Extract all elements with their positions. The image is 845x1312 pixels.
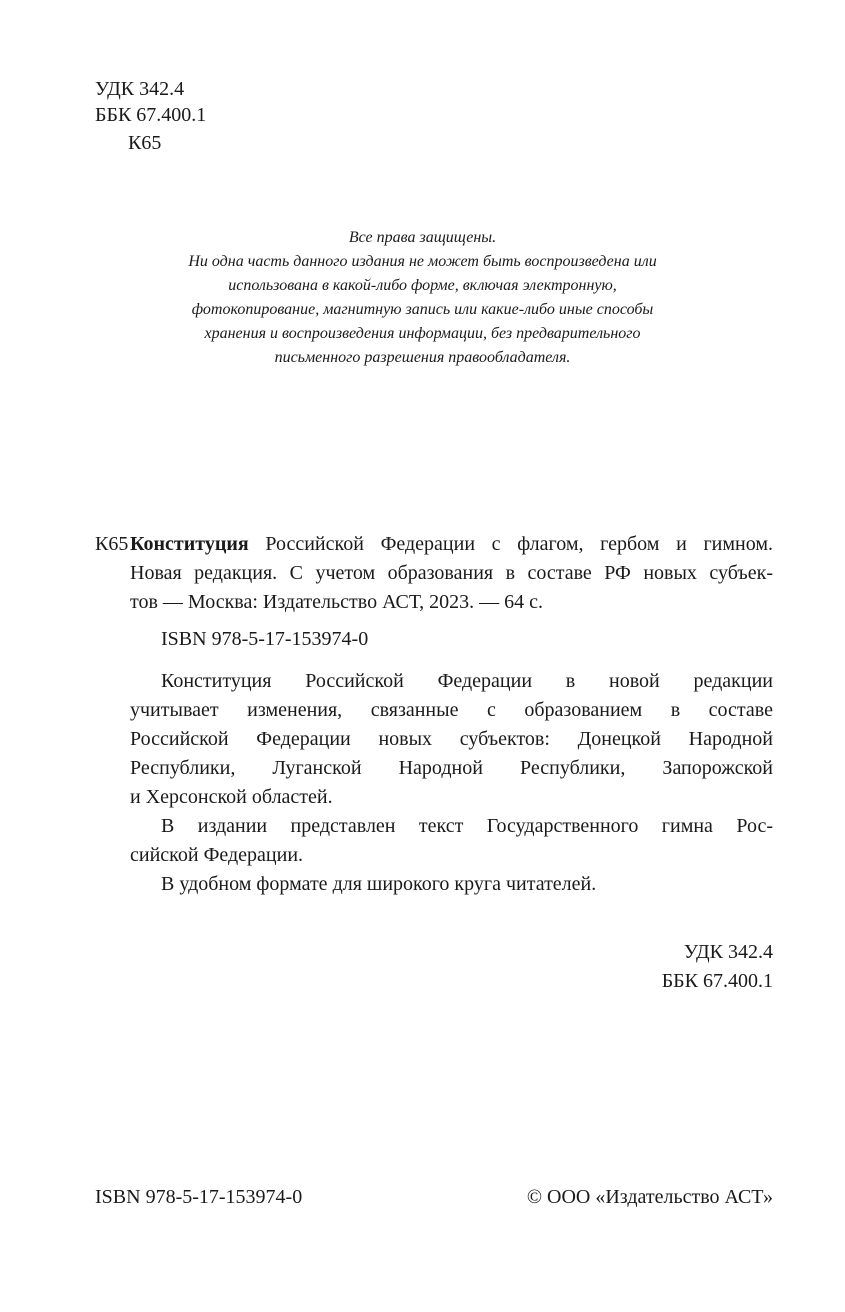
author-mark-top: К65 <box>128 132 162 154</box>
rights-line: Все права защищены. <box>348 229 497 246</box>
entry-title: Конституция <box>130 533 249 555</box>
rights-notice <box>130 226 715 370</box>
classification-bottom <box>662 938 773 996</box>
entry-isbn-text: ISBN 978-5-17-153974-0 <box>161 628 369 650</box>
bbk-code-top: ББК 67.400.1 <box>95 104 207 126</box>
entry-line-2: Новая редакция. С учетом образования в составе РФ новых субъек- <box>130 562 773 584</box>
footer-isbn: ISBN 978-5-17-153974-0 <box>95 1186 303 1208</box>
annotation-line: В удобном формате для широкого круга читателей. <box>161 873 597 895</box>
entry-line-1-rest: Российской Федерации с флагом, гербом и гимном. <box>265 533 773 555</box>
rights-line: хранения и воспроизведения информации, без предварительного <box>204 325 641 342</box>
rights-line: использована в какой-либо форме, включая электронную, <box>228 277 617 294</box>
annotation-line: Конституция Российской Федерации в новой редакции <box>161 670 773 692</box>
rights-line: Ни одна часть данного издания не может быть воспроизведена или <box>188 253 657 270</box>
entry-line-1 <box>130 530 773 559</box>
rights-line: фотокопирование, магнитную запись или какие-либо иные способы <box>191 301 654 318</box>
rights-line: письменного разрешения правообладателя. <box>274 349 571 366</box>
annotation-line: учитывает изменения, связанные с образованием в составе <box>130 699 773 721</box>
annotation-line: В издании представлен текст Государственного гимна Рос- <box>161 815 773 837</box>
annotation <box>130 667 773 899</box>
annotation-line: и Херсонской областей. <box>130 786 333 808</box>
annotation-line: сийской Федерации. <box>130 844 304 866</box>
entry-author-mark: К65 <box>95 533 129 555</box>
bibliographic-entry <box>130 530 773 617</box>
annotation-line: Российской Федерации новых субъектов: Донецкой Народной <box>130 728 773 750</box>
udk-code-top: УДК 342.4 <box>95 78 185 100</box>
entry-line-3: тов — Москва: Издательство АСТ, 2023. — 64 с. <box>130 591 543 613</box>
annotation-line: Республики, Луганской Народной Республики, Запорожской <box>130 757 773 779</box>
bbk-code-bottom: ББК 67.400.1 <box>661 970 773 992</box>
udk-code-bottom: УДК 342.4 <box>683 941 773 963</box>
entry-isbn <box>130 625 773 654</box>
footer-copyright: © ООО «Издательство АСТ» <box>526 1186 773 1208</box>
